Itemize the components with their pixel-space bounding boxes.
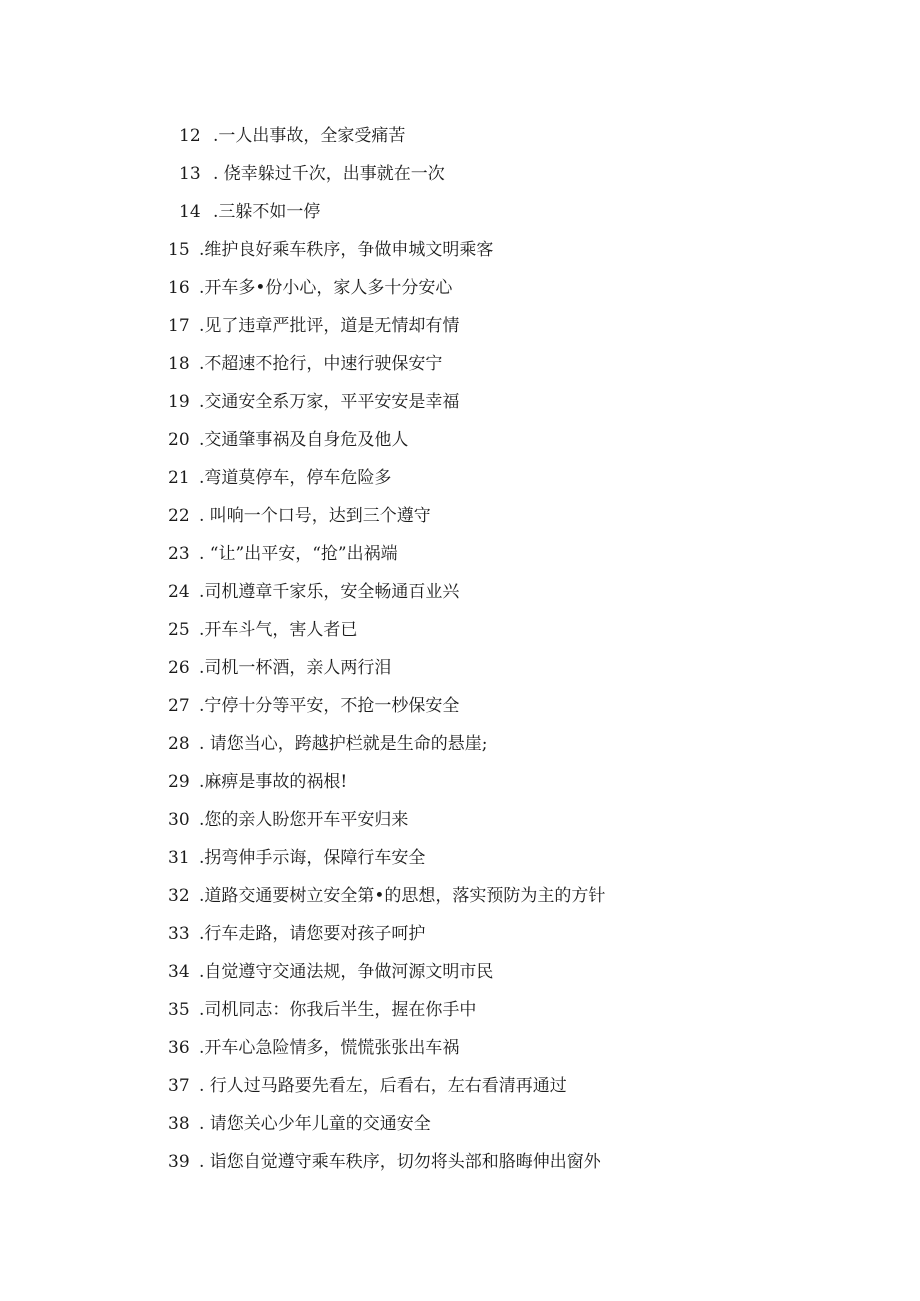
item-number: 34 <box>168 962 190 982</box>
item-number: 12 <box>179 126 201 146</box>
item-number: 30 <box>168 810 190 830</box>
item-number: 13 <box>179 164 201 184</box>
slogan-list <box>0 117 920 1181</box>
item-number: 16 <box>168 278 190 298</box>
list-item <box>0 421 920 459</box>
list-item <box>0 117 920 155</box>
item-text: .开车心急险情多，慌慌张张出车祸 <box>199 1038 460 1058</box>
item-number: 39 <box>168 1152 190 1172</box>
item-text: . 诣您自觉遵守乘车秩序，切勿将头部和胳晦伸出窗外 <box>199 1152 601 1172</box>
list-item <box>0 915 920 953</box>
list-item <box>0 839 920 877</box>
list-item <box>0 687 920 725</box>
item-text: .行车走路，请您要对孩子呵护 <box>199 924 426 944</box>
item-number: 32 <box>168 886 190 906</box>
item-text: . 行人过马路要先看左，后看右，左右看清再通过 <box>199 1076 567 1096</box>
item-text: .三躲不如一停 <box>213 202 321 222</box>
item-number: 18 <box>168 354 190 374</box>
item-text: .维护良好乘车秩序，争做申城文明乘客 <box>199 240 494 260</box>
list-item <box>0 269 920 307</box>
item-number: 37 <box>168 1076 190 1096</box>
list-item <box>0 155 920 193</box>
item-number: 21 <box>168 468 190 488</box>
item-text: . 侥幸躲过千次，出事就在一次 <box>213 164 445 184</box>
item-number: 28 <box>168 734 190 754</box>
item-number: 29 <box>168 772 190 792</box>
item-number: 36 <box>168 1038 190 1058</box>
list-item <box>0 991 920 1029</box>
list-item <box>0 649 920 687</box>
item-text: .见了违章严批评，道是无情却有情 <box>199 316 460 336</box>
list-item <box>0 535 920 573</box>
item-number: 33 <box>168 924 190 944</box>
list-item <box>0 1029 920 1067</box>
list-item <box>0 383 920 421</box>
list-item <box>0 345 920 383</box>
item-text: .交通安全系万家，平平安安是幸福 <box>199 392 460 412</box>
list-item <box>0 877 920 915</box>
list-item <box>0 497 920 535</box>
list-item <box>0 1067 920 1105</box>
list-item <box>0 725 920 763</box>
item-text: . 叫响一个口号，达到三个遵守 <box>199 506 431 526</box>
item-text: .交通肇事祸及自身危及他人 <box>199 430 409 450</box>
item-number: 17 <box>168 316 190 336</box>
list-item <box>0 307 920 345</box>
item-text: .自觉遵守交通法规，争做河源文明市民 <box>199 962 494 982</box>
item-text: .弯道莫停车，停车危险多 <box>199 468 392 488</box>
item-text: .宁停十分等平安，不抢一杪保安全 <box>199 696 460 716</box>
item-text: .麻痹是事故的祸根! <box>199 772 348 792</box>
item-text: . 请您当心，跨越护栏就是生命的悬崖; <box>199 734 488 754</box>
item-text: .司机一杯酒，亲人两行泪 <box>199 658 392 678</box>
list-item <box>0 1143 920 1181</box>
item-number: 19 <box>168 392 190 412</box>
list-item <box>0 573 920 611</box>
item-number: 26 <box>168 658 190 678</box>
item-number: 25 <box>168 620 190 640</box>
item-number: 14 <box>179 202 201 222</box>
item-text: .您的亲人盼您开车平安归来 <box>199 810 409 830</box>
item-text: . 请您关心少年儿童的交通安全 <box>199 1114 431 1134</box>
item-text: .开车斗气，害人者已 <box>199 620 358 640</box>
item-text: . “让”出平安，“抢”出祸端 <box>199 544 398 564</box>
item-number: 27 <box>168 696 190 716</box>
item-text: .司机遵章千家乐，安全畅通百业兴 <box>199 582 460 602</box>
item-number: 20 <box>168 430 190 450</box>
item-text: .开车多•份小心，家人多十分安心 <box>199 278 453 298</box>
item-number: 22 <box>168 506 190 526</box>
item-number: 38 <box>168 1114 190 1134</box>
list-item <box>0 763 920 801</box>
item-text: .司机同志：你我后半生，握在你手中 <box>199 1000 477 1020</box>
list-item <box>0 953 920 991</box>
item-number: 23 <box>168 544 190 564</box>
list-item <box>0 801 920 839</box>
list-item <box>0 611 920 649</box>
item-text: .拐弯伸手示诲，保障行车安全 <box>199 848 426 868</box>
item-number: 35 <box>168 1000 190 1020</box>
item-number: 31 <box>168 848 190 868</box>
list-item <box>0 1105 920 1143</box>
item-number: 15 <box>168 240 190 260</box>
item-number: 24 <box>168 582 190 602</box>
item-text: .一人出事故，全家受痛苦 <box>213 126 406 146</box>
item-text: .不超速不抢行，中速行驶保安宁 <box>199 354 443 374</box>
list-item <box>0 459 920 497</box>
item-text: .道路交通要树立安全第•的思想，落实预防为主的方针 <box>199 886 606 906</box>
list-item <box>0 231 920 269</box>
list-item <box>0 193 920 231</box>
